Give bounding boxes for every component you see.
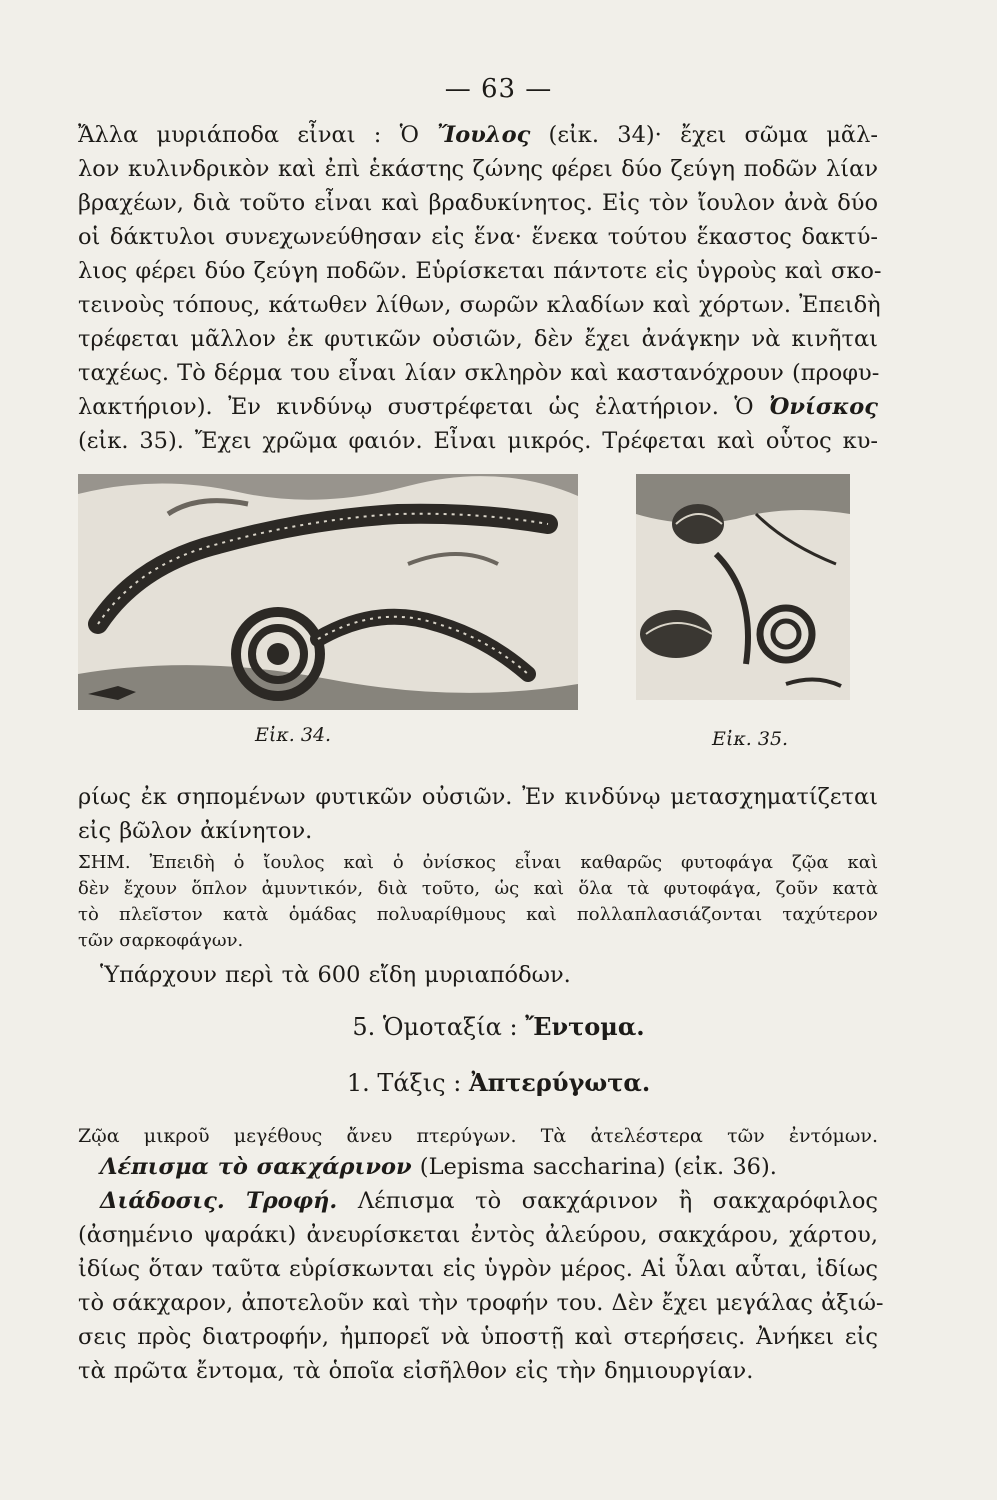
woodlouse-illustration — [636, 474, 850, 700]
term-oniskos: Ὀνίσκος — [769, 394, 878, 420]
text-line: τεινοὺς τόπους, κάτωθεν λίθων, σωρῶν κλαδίων καὶ χόρτων. Ἐπειδὴ — [78, 292, 881, 318]
text-line: τρέφεται μᾶλλον ἐκ φυτικῶν οὐσιῶν, δὲν ἔχει ἀνάγκην νὰ κινῆται — [78, 326, 878, 352]
text-line: ἰδίως ὅταν ταῦτα εὑρίσκωνται εἰς ὑγρὸν μέρος. Αἱ ὗλαι αὗται, ἰδίως — [78, 1256, 878, 1282]
term-ioulos: Ἴουλος — [437, 122, 531, 148]
heading-order-name: Ἀπτερύγωτα. — [468, 1068, 651, 1097]
figure-34-millipede — [78, 474, 578, 710]
note-line: τῶν σαρκοφάγων. — [78, 930, 244, 951]
text-line: λιος φέρει δύο ζεύγη ποδῶν. Εὑρίσκεται πάντοτε εἰς ὑγροὺς καὶ σκο- — [78, 258, 882, 284]
heading-order-apterygota: 1. Τάξις : Ἀπτερύγωτα. — [346, 1068, 651, 1097]
heading-class-insecta: 5. Ὁμοταξία : Ἔντομα. — [352, 1012, 645, 1041]
term-diadosis: Διάδοσις. Τροφή. — [100, 1188, 338, 1214]
text-line: ταχέως. Τὸ δέρμα του εἶναι λίαν σκληρὸν καὶ καστανόχρουν (προφυ- — [78, 360, 880, 386]
note-line: τὸ πλεῖστον κατὰ ὁμάδας πολυαρίθμους καὶ πολλαπλασιάζονται ταχύτερον — [78, 904, 878, 925]
paragraph-myriapoda — [78, 118, 882, 458]
text-line: τὸ σάκχαρον, ἀποτελοῦν καὶ τὴν τροφήν του. Δὲν ἔχει μεγάλας ἀξιώ- — [78, 1290, 884, 1316]
figure-34-caption: Εἰκ. 34. — [255, 724, 332, 746]
note-block — [78, 850, 878, 954]
text-line: λον κυλινδρικὸν καὶ ἐπὶ ἑκάστης ζώνης φέρει δύο ζεύγη ποδῶν λίαν — [78, 156, 878, 182]
text-line: λακτήριον). Ἐν κινδύνῳ συστρέφεται ὡς ἐλατήριον. Ὁ Ὀνίσκος — [78, 394, 878, 420]
paragraph-continuation — [78, 780, 878, 848]
page-number: — 63 — — [444, 74, 553, 104]
text-line: Διάδοσις. Τροφή. Λέπισμα τὸ σακχάρινον ἢ σακχαρόφιλος — [100, 1188, 878, 1214]
text-line: Ἄλλα μυριάποδα εἶναι : Ὁ Ἴουλος (εἰκ. 34)· ἔχει σῶμα μᾶλ- — [78, 122, 878, 148]
paragraph-apterygota-intro: Ζῷα μικροῦ μεγέθους ἄνευ πτερύγων. Τὰ ἀτελέστερα τῶν ἐντόμων. — [78, 1125, 878, 1147]
text-line: εἰς βῶλον ἀκίνητον. — [78, 818, 313, 844]
term-lepisma: Λέπισμα τὸ σακχάρινον — [100, 1154, 412, 1180]
species-count: Ὑπάρχουν περὶ τὰ 600 εἴδη μυριαπόδων. — [100, 962, 571, 988]
paragraph-lepisma — [78, 1150, 884, 1388]
millipede-illustration — [78, 474, 578, 710]
text-line: (ἀσημένιο ψαράκι) ἀνευρίσκεται ἐντὸς ἀλεύρου, σακχάρου, χάρτου, — [78, 1222, 878, 1248]
text-line: τὰ πρῶτα ἔντομα, τὰ ὁποῖα εἰσῆλθον εἰς τὴν δημιουργίαν. — [78, 1358, 754, 1384]
text-line: οἱ δάκτυλοι συνεχωνεύθησαν εἰς ἕνα· ἕνεκα τούτου ἕκαστος δακτύ- — [78, 224, 878, 250]
text-line: βραχέων, διὰ τοῦτο εἶναι καὶ βραδυκίνητος. Εἰς τὸν ἴουλον ἀνὰ δύο — [78, 190, 878, 216]
note-line: ΣΗΜ. Ἐπειδὴ ὁ ἴουλος καὶ ὁ ὀνίσκος εἶναι καθαρῶς φυτοφάγα ζῷα καὶ — [78, 852, 878, 873]
figure-35-caption: Εἰκ. 35. — [712, 728, 789, 750]
heading-class-name: Ἔντομα. — [525, 1012, 645, 1041]
text-line: Λέπισμα τὸ σακχάρινον (Lepisma saccharina) (εἰκ. 36). — [100, 1154, 777, 1180]
text-line: ρίως ἐκ σηπομένων φυτικῶν οὐσιῶν. Ἐν κινδύνῳ μετασχηματίζεται — [78, 784, 878, 810]
note-line: δὲν ἔχουν ὅπλον ἀμυντικόν, διὰ τοῦτο, ὡς καὶ ὅλα τὰ φυτοφάγα, ζοῦν κατὰ — [78, 878, 878, 899]
text-line: (εἰκ. 35). Ἔχει χρῶμα φαιόν. Εἶναι μικρός. Τρέφεται καὶ οὗτος κυ- — [78, 428, 878, 454]
text-line: σεις πρὸς διατροφήν, ἠμπορεῖ νὰ ὑποστῇ καὶ στερήσεις. Ἀνήκει εἰς — [78, 1324, 878, 1350]
figure-35-woodlouse — [636, 474, 850, 700]
